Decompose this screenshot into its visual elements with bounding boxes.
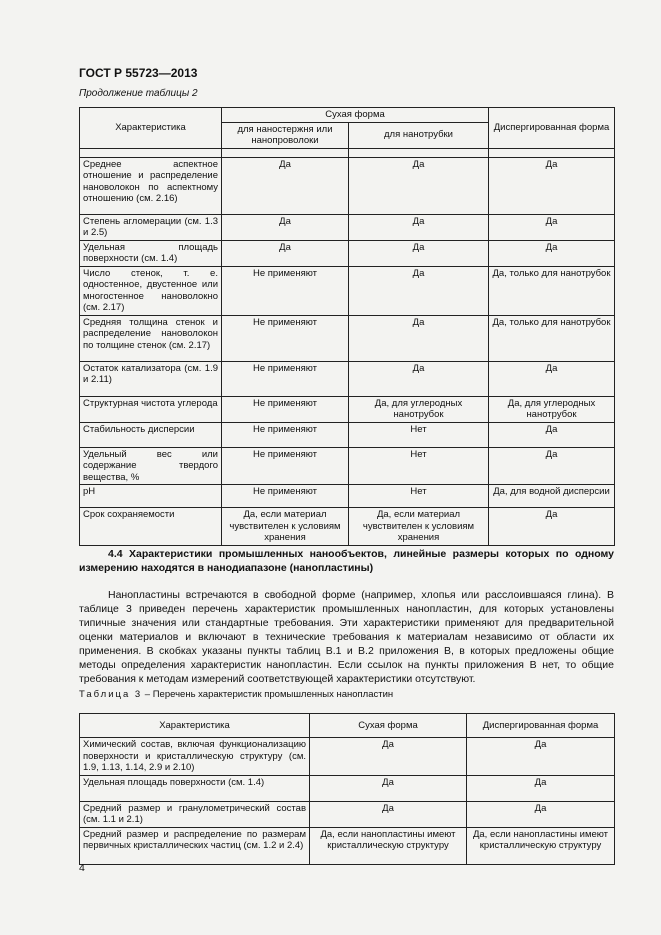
section-paragraph: Нанопластины встречаются в свободной форме (например, хлопья или расслоившаяся глина). В таблице 3 приведен перечень характеристик промышленных нанопластин, для которых установлены типичные значения или стандартные требования. Эти характеристики применяют для предварительной оценки материалов и включают в технические требования к материалам независимо от области их применения. В скобках указаны пункты таблиц В.1 и В.2 приложения В, в которых предложены общие методы определения характеристик нанопластин. Если ссылок на пункты приложения В нет, то общие требования к методам измерений соответствующей характеристики отсутствуют. [79,589,614,685]
row-characteristic: pH [80,485,222,508]
table-row [80,361,615,396]
row-characteristic: Удельная площадь поверхности (см. 1.4) [80,775,310,801]
row-value: Да [349,214,489,240]
row-value: Нет [349,485,489,508]
row-value: Да, для углеродных нанотрубок [489,396,615,422]
row-characteristic: Срок сохраняемости [80,508,222,546]
table-row [80,447,615,485]
row-value: Да [222,157,349,214]
section-heading: 4.4 Характеристики промышленных нанообъектов, линейные размеры которых по одному измерению находятся в нанодиапазоне (нанопластины) [79,548,614,574]
row-value: Да [489,422,615,447]
table-row [80,738,615,776]
row-value: Нет [349,422,489,447]
row-value: Да [310,738,467,776]
header-characteristic: Характеристика [80,108,222,149]
table2-body [80,157,615,545]
row-value: Не применяют [222,266,349,315]
empty-cell [349,148,489,157]
row-value: Да [349,240,489,266]
row-value: Да [222,214,349,240]
table2-caption: Продолжение таблицы 2 [79,88,198,99]
table-row [80,315,615,361]
header-nanotubes: для нанотрубки [349,122,489,148]
empty-cell [222,148,349,157]
table-row [80,775,615,801]
row-characteristic: Удельный вес или содержание твердого вещества, % [80,447,222,485]
row-characteristic: Степень агломерации (см. 1.3 и 2.5) [80,214,222,240]
table-row [80,827,615,864]
row-characteristic: Число стенок, т. е. одностенное, двустенное или многостенное нановолокно (см. 2.17) [80,266,222,315]
header-dispersed-form: Диспергированная форма [489,108,615,149]
row-value: Да [489,361,615,396]
row-value: Да, если нанопластины имеют кристаллическую структуру [467,827,615,864]
row-value: Да, только для нанотрубок [489,315,615,361]
empty-cell [489,148,615,157]
header-nanofibers: для наностержня или нанопроволоки [222,122,349,148]
row-value: Нет [349,447,489,485]
row-value: Да [310,775,467,801]
t3-header-characteristic: Характеристика [80,714,310,738]
row-value: Да [489,240,615,266]
row-characteristic: Среднее аспектное отношение и распределение нановолокон по аспектному отношению (см. 2.16) [80,157,222,214]
row-characteristic: Химический состав, включая функционализацию поверхности и кристаллическую структуру (см. 1.9, 1.13, 1.14, 2.9 и 2.10) [80,738,310,776]
row-value: Не применяют [222,315,349,361]
table-row [80,422,615,447]
table-3 [79,713,615,865]
row-characteristic: Удельная площадь поверхности (см. 1.4) [80,240,222,266]
row-characteristic: Стабильность дисперсии [80,422,222,447]
table3-body [80,738,615,865]
row-value: Не применяют [222,447,349,485]
row-value: Не применяют [222,485,349,508]
row-characteristic: Средний размер и гранулометрический состав (см. 1.1 и 2.1) [80,801,310,827]
row-value: Да, если материал чувствителен к условиям хранения [349,508,489,546]
table-row [80,157,615,214]
table-row [80,240,615,266]
row-value: Да [467,738,615,776]
row-value: Да, если нанопластины имеют кристаллическую структуру [310,827,467,864]
table-row [80,801,615,827]
row-value: Да [467,775,615,801]
page-number: 4 [79,862,85,874]
row-value: Да, для водной дисперсии [489,485,615,508]
row-value: Не применяют [222,361,349,396]
row-value: Не применяют [222,422,349,447]
table-2 [79,107,615,546]
document-title: ГОСТ Р 55723—2013 [79,66,198,80]
row-value: Да [489,214,615,240]
table3-caption-label: Таблица 3 [79,689,143,700]
row-characteristic: Остаток катализатора (см. 1.9 и 2.11) [80,361,222,396]
row-value: Да [349,266,489,315]
row-value: Да [310,801,467,827]
row-characteristic: Средняя толщина стенок и распределение нановолокон по толщине стенок (см. 2.17) [80,315,222,361]
table-row [80,214,615,240]
table-row [80,266,615,315]
row-value: Не применяют [222,396,349,422]
row-value: Да, для углеродных нанотрубок [349,396,489,422]
table3-caption [79,689,393,700]
t3-header-dry-form: Сухая форма [310,714,467,738]
row-value: Да [489,157,615,214]
row-value: Да, только для нанотрубок [489,266,615,315]
table3-caption-text: – Перечень характеристик промышленных нанопластин [142,689,394,700]
row-characteristic: Структурная чистота углерода [80,396,222,422]
row-value: Да [349,315,489,361]
empty-cell [80,148,222,157]
row-value: Да [349,361,489,396]
row-value: Да [349,157,489,214]
table-row [80,485,615,508]
row-value: Да [467,801,615,827]
t3-header-dispersed-form: Диспергированная форма [467,714,615,738]
header-dry-form: Сухая форма [222,108,489,123]
table-row [80,396,615,422]
table-row [80,508,615,546]
row-characteristic: Средний размер и распределение по размерам первичных кристаллических частиц (см. 1.2 и 2.4) [80,827,310,864]
row-value: Да [489,508,615,546]
row-value: Да, если материал чувствителен к условиям хранения [222,508,349,546]
row-value: Да [489,447,615,485]
row-value: Да [222,240,349,266]
